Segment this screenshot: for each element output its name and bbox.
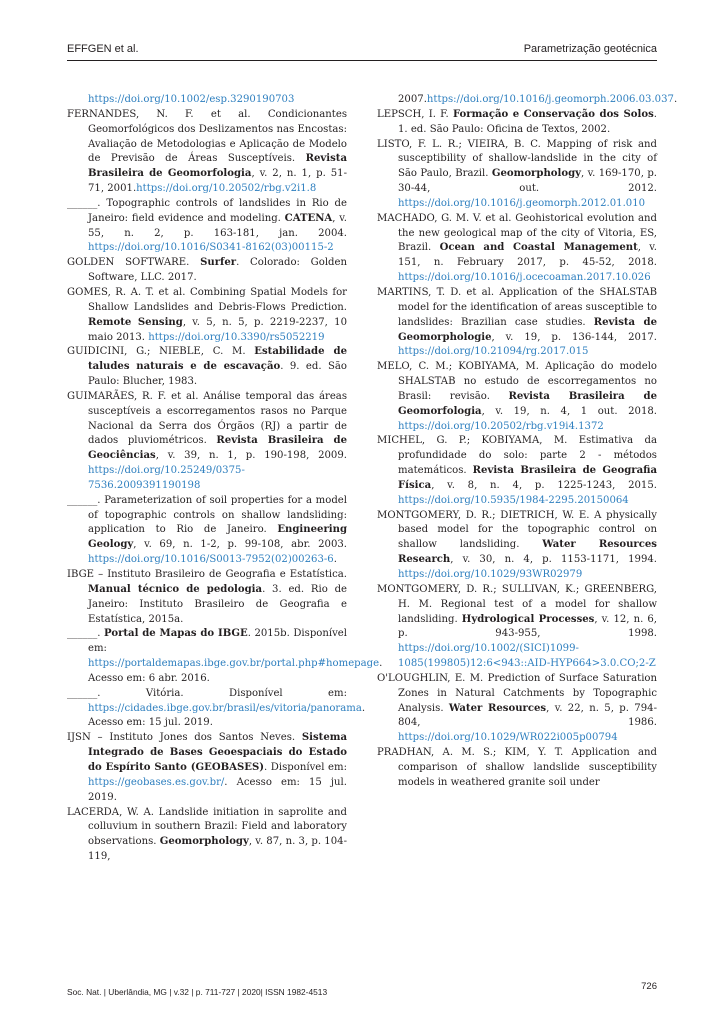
reference-title: Geomorphology <box>491 168 581 180</box>
reference-text: , v. 5, n. 5, p. 2219-2237, 10 maio 2013. <box>88 316 347 343</box>
doi-link[interactable]: https://doi.org/10.1002/(SICI)1099-1085(199805)12:6<943::AID-HYP664>3.0.CO;2-Z <box>398 643 656 670</box>
reference-text: . <box>673 94 678 105</box>
reference-text: , v. 169-170, p. 30-44, out. 2012. <box>398 168 657 195</box>
reference-text: GOMES, R. A. T. et al. Combining Spatial Models for Shallow Landslides and Debris-Flows Prediction. <box>67 286 347 313</box>
doi-link[interactable]: https://doi.org/10.3390/rs5052219 <box>148 331 325 343</box>
doi-link[interactable]: https://doi.org/10.1029/93WR02979 <box>398 569 583 580</box>
reference-text: . 9. ed. São Paulo: Blucher, 1983. <box>88 361 347 388</box>
reference-text: O'LOUGHLIN, E. M. Prediction of Surface Saturation Zones in Natural Catchments by Topographic Analysis. <box>377 672 657 714</box>
running-header <box>67 43 657 59</box>
reference-text: GOLDEN SOFTWARE. <box>67 257 201 269</box>
doi-link[interactable]: https://doi.org/10.1016/S0341-8162(03)00115-2 <box>88 242 334 254</box>
reference-title: Formação e Conservação dos Solos <box>452 108 654 120</box>
reference-text: IJSN – Instituto Jones dos Santos Neves. <box>67 732 302 744</box>
reference-title: Manual técnico de pedologia <box>88 583 263 595</box>
reference-title: Water Resources <box>448 702 547 714</box>
reference-text: LEPSCH, I. F. <box>377 108 453 120</box>
reference-entry <box>377 672 657 746</box>
doi-link[interactable]: https://portaldemapas.ibge.gov.br/portal.php#homepage <box>88 658 380 670</box>
reference-entry <box>377 583 657 672</box>
doi-link[interactable]: https://cidades.ibge.gov.br/brasil/es/vitoria/panorama <box>88 702 362 714</box>
doi-link[interactable]: https://doi.org/10.1016/j.geomorph.2012.01.010 <box>398 197 646 209</box>
reference-title: Revista Brasileira de Geomorfologia <box>88 153 347 180</box>
reference-entry <box>67 93 347 108</box>
reference-text: 2007. <box>398 94 427 105</box>
reference-text: . Colorado: Golden Software, LLC. 2017. <box>88 257 347 284</box>
reference-text: . Disponível em: <box>264 761 347 773</box>
reference-entry <box>67 390 347 494</box>
reference-title: Estabilidade de taludes naturais e de escavação <box>88 346 348 373</box>
references-left-column <box>67 93 383 865</box>
doi-link[interactable]: https://geobases.es.gov.br/ <box>88 776 225 788</box>
page-number: 726 <box>641 981 657 992</box>
reference-entry <box>67 286 347 345</box>
journal-citation: Soc. Nat. | Uberlândia, MG | v.32 | p. 711-727 | 2020| ISSN 1982-4513 <box>67 987 328 997</box>
doi-link[interactable]: https://doi.org/10.1016/j.ocecoaman.2017.10.026 <box>398 272 651 284</box>
reference-text: . 2015b. Disponível em: <box>88 628 348 655</box>
reference-entry <box>377 108 657 138</box>
reference-entry <box>377 434 657 508</box>
reference-entry <box>67 108 347 197</box>
reference-text: , v. 22, n. 5, p. 794-804, 1986. <box>398 702 657 729</box>
reference-entry <box>377 509 657 583</box>
reference-text: ______. Topographic controls of landslides in Rio de Janeiro: field evidence and modeling. <box>67 197 347 224</box>
reference-entry <box>377 286 657 360</box>
reference-title: Remote Sensing <box>88 316 183 328</box>
reference-entry <box>377 746 657 791</box>
reference-title: Revista de Geomorphologie <box>398 316 657 343</box>
reference-title: Engineering Geology <box>88 524 347 551</box>
reference-text: . Acesso em: 15 jul. 2019. <box>88 776 347 803</box>
reference-text: , v. 30, n. 4, p. 1153-1171, 1994. <box>450 554 657 566</box>
reference-entry <box>377 360 657 434</box>
reference-entry <box>377 138 657 212</box>
reference-title: Water Resources Research <box>398 539 657 566</box>
reference-title: Ocean and Coastal Management <box>439 242 638 254</box>
reference-text: , v. 55, n. 2, p. 163-181, jan. 2004. <box>88 212 347 239</box>
reference-entry <box>67 806 347 865</box>
reference-text: PRADHAN, A. M. S.; KIM, Y. T. Application and comparison of shallow landslide susceptibility models in weathered granite soil under <box>377 747 657 788</box>
reference-title: Portal de Mapas do IBGE <box>104 628 248 640</box>
reference-entry <box>67 494 347 568</box>
header-short-title: Parametrização geotécnica <box>523 43 657 55</box>
reference-text: , v. 2, n. 1, p. 51-71, 2001. <box>88 168 347 195</box>
reference-entry <box>67 345 347 390</box>
doi-link[interactable]: https://doi.org/10.1002/esp.3290190703 <box>88 94 295 105</box>
reference-title: Geomorphology <box>159 836 249 848</box>
reference-text: . <box>333 554 337 566</box>
reference-title: CATENA <box>284 212 333 224</box>
reference-text: , v. 8, n. 4, p. 1225-1243, 2015. <box>431 479 657 491</box>
doi-link[interactable]: https://doi.org/10.20502/rbg.v19i4.1372 <box>398 420 604 432</box>
reference-text: FERNANDES, N. F. et al. Condicionantes Geomorfológicos dos Deslizamentos nas Encostas: Avaliação de Metodologias e Aplicação de Modelo de Previsão de Áreas Susceptíveis. <box>67 108 347 165</box>
reference-text: GUIDICINI, G.; NIEBLE, C. M. <box>67 346 255 358</box>
reference-text: . 3. ed. Rio de Janeiro: Instituto Brasileiro de Geografia e Estatística, 2015a. <box>88 583 348 625</box>
reference-text: , v. 87, n. 3, p. 104-119, <box>88 836 347 863</box>
reference-text: , v. 19, n. 4, 1 out. 2018. <box>481 405 657 417</box>
doi-link[interactable]: https://doi.org/10.21094/rg.2017.015 <box>398 346 589 358</box>
reference-title: Hydrological Processes <box>461 613 595 625</box>
reference-entry <box>67 731 347 805</box>
reference-title: Revista Brasileira de Geociências <box>88 435 347 462</box>
doi-link[interactable]: https://doi.org/10.5935/1984-2295.20150064 <box>398 494 629 506</box>
reference-text: . 1. ed. São Paulo: Oficina de Textos, 2002. <box>398 108 657 135</box>
doi-link[interactable]: https://doi.org/10.20502/rbg.v2i1.8 <box>136 183 317 195</box>
doi-link[interactable]: https://doi.org/10.1029/WR022i005p00794 <box>398 732 618 744</box>
reference-text: , v. 19, p. 136-144, 2017. <box>491 331 657 343</box>
header-rule <box>67 60 657 61</box>
reference-text: MONTGOMERY, D. R.; DIETRICH, W. E. A physically based model for the topographic control on shallow landsliding. <box>377 509 657 551</box>
reference-text: , v. 69, n. 1-2, p. 99-108, abr. 2003. <box>133 539 347 551</box>
reference-text: IBGE – Instituto Brasileiro de Geografia e Estatística. <box>67 569 347 580</box>
reference-text: . Acesso em: 6 abr. 2016. <box>88 658 383 684</box>
reference-title: Surfer <box>200 257 237 269</box>
doi-link[interactable]: https://doi.org/10.25249/0375-7536.2009391190198 <box>88 465 245 491</box>
references-right-column <box>377 93 678 791</box>
reference-text: , v. 12, n. 6, p. 943-955, 1998. <box>398 613 657 640</box>
reference-title: Sistema Integrado de Bases Geoespaciais do Estado do Espírito Santo (GEOBASES) <box>88 732 347 773</box>
reference-text: LACERDA, W. A. Landslide initiation in saprolite and colluvium in southern Brazil: Field and laboratory observations. <box>67 806 347 848</box>
reference-entry <box>377 212 657 286</box>
reference-entry <box>67 197 347 256</box>
doi-link[interactable]: https://doi.org/10.1016/S0013-7952(02)00263-6 <box>88 554 334 566</box>
reference-entry <box>377 93 678 108</box>
reference-text: ______. Parameterization of soil properties for a model of topographic controls on shallow landsliding: application to Rio de Janeiro. <box>67 494 347 536</box>
doi-link[interactable]: https://doi.org/10.1016/j.geomorph.2006.03.037 <box>426 94 674 105</box>
reference-text: ______. Vitória. Disponível em: <box>67 687 347 699</box>
reference-text: LISTO, F. L. R.; VIEIRA, B. C. Mapping of risk and susceptibility of shallow-landslide in the city of São Paulo, Brazil. <box>377 138 657 180</box>
reference-entry <box>67 687 366 732</box>
reference-text: MARTINS, T. D. et al. Application of the SHALSTAB model for the identification of areas susceptible to landslides: Brazilian case studies. <box>377 286 657 328</box>
reference-entry <box>67 256 347 286</box>
reference-text: MICHEL, G. P.; KOBIYAMA, M. Estimativa da profundidade do solo: parte 2 - métodos matemáticos. <box>377 435 657 477</box>
reference-title: Revista Brasileira de Geografia Física <box>398 465 657 491</box>
reference-text: MELO, C. M.; KOBIYAMA, M. Aplicação do modelo SHALSTAB no estudo de escorregamentos no Brasil: revisão. <box>377 361 657 402</box>
reference-text: , v. 39, n. 1, p. 190-198, 2009. <box>155 450 347 462</box>
reference-text: . Acesso em: 15 jul. 2019. <box>88 702 366 729</box>
reference-text: MONTGOMERY, D. R.; SULLIVAN, K.; GREENBERG, H. M. Regional test of a model for shallow landsliding. <box>377 583 657 625</box>
reference-text: MACHADO, G. M. V. et al. Geohistorical evolution and the new geological map of the city of Vitoria, ES, Brazil. <box>377 212 657 254</box>
reference-text: ______. <box>67 628 105 640</box>
reference-entry <box>67 627 383 686</box>
reference-text: GUIMARÃES, R. F. et al. Análise temporal das áreas susceptíveis a escorregamentos rasos no Parque Nacional da Serra dos Órgãos (RJ) a partir de dados pluviométricos. <box>67 390 347 447</box>
reference-text: , v. 151, n. February 2017, p. 45-52, 2018. <box>398 242 658 269</box>
header-authors: EFFGEN et al. <box>67 43 139 55</box>
reference-entry <box>67 568 347 627</box>
reference-title: Revista Brasileira de Geomorfologia <box>398 390 658 417</box>
